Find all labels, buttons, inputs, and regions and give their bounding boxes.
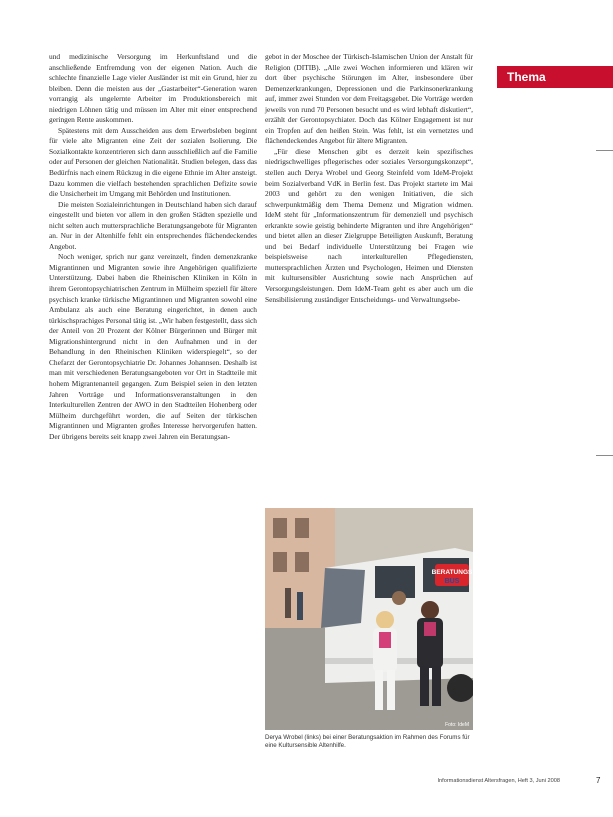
paragraph: Spätestens mit dem Ausscheiden aus dem Erwerbsleben beginnt für viele alte Migranten eine Zeit der sozialen Isolierung. Die Sozialkontakte konzentrieren sich dann ausschließlich auf die Familie oder auf Personen der gleichen Nationalität. Studien belegen, dass das Bedürfnis nach einem Rückzug in die eigene Ethnie im Alter ansteigt. Dazu kommen die vielfach bestehenden sprachlichen Defizite sowie die Unsicherheit im Umgang mit Behörden und Institutionen. (49, 125, 257, 199)
margin-rule (596, 455, 613, 456)
section-tab: Thema (497, 66, 613, 88)
journal-footer: Informationsdienst Altersfragen, Heft 3, Juni 2008 (437, 778, 560, 784)
photo-caption: Derya Wrobel (links) bei einer Beratungsaktion im Rahmen des Forums für eine Kultursensible Altenhilfe. (265, 734, 470, 749)
article-column-right (265, 52, 473, 502)
bus-sign-text: BERATUNGS (431, 569, 473, 576)
margin-rule (596, 150, 613, 151)
bus-sign-text: BUS (444, 578, 460, 585)
paragraph: „Für diese Menschen gibt es derzeit kein spezifisches niedrigschwelliges pflegerisches oder soziales Versorgungskonzept“, stellen auch Derya Wrobel und Georg Steinfeld vom IdeM-Projekt beim Sozialverband VdK in Berlin fest. Das Projekt startete im Mai 2003 und gehört zu den wenigen Initiativen, die sich schwerpunktmäßig dem Thema Demenz und Migration widmen. IdeM steht für „Informationszentrum für demenziell und psychisch erkrankte sowie geistig behinderte Migranten und ihre Angehörigen“ und bietet allen an dieser Zielgruppe Beteiligten Auskunft, Beratung und bei Bedarf individuelle Unterstützung bei Fragen wie beispielsweise nach interkulturellen Pflegediensten, muttersprachlichen Ärzten und Psychologen, Heimen und Diensten mit kultursensibler Ausrichtung sowie nach Ansprüchen auf Versorgungsleistungen. Dem IdeM-Team geht es aber auch um die Sensibilisierung zuständiger Entscheidungs- und Verwaltungsebe- (265, 146, 473, 304)
photo-credit: Foto: IdeM (445, 722, 469, 728)
paragraph: und medizinische Versorgung im Herkunftsland und die anschließende Entfremdung von der eigenen Nation. Auch die schlechte finanzielle Lage vieler Ausländer ist mit ein Grund, hier zu bleiben. Denn die meisten aus der „Gastarbeiter“-Generation waren vorrangig als ungelernte Arbeiter im Produktionsbereich mit niedrigen Löhnen tätig und müssen im Alter mit einer entsprechend geringen Rente auskommen. (49, 52, 257, 125)
article-column-left (49, 52, 257, 812)
paragraph: gebot in der Moschee der Türkisch-Islamischen Union der Anstalt für Religion (DITIB). „Alle zwei Wochen informieren und klären wir dort über psychische Störungen im Alter, insbesondere über Demenzerkrankungen, Depressionen und die Parkinsonerkrankung auf, immer zwei Stunden vor dem Freitagsgebet. Die Vorträge werden jeweils von rund 70 Personen besucht und es wird lebhaft diskutiert“, erzählt der Gerontopsychiater. Doch das Kölner Engagement ist nur ein Tropfen auf den heißen Stein. Was fehlt, ist ein vernetztes und flächendeckendes Angebot für ältere Migranten. (265, 52, 473, 146)
paragraph: Die meisten Sozialeinrichtungen in Deutschland haben sich darauf eingestellt und bieten vor allem in den großen Städten spezielle und nicht selten auch muttersprachliche Beratungsangebote für Migranten an. Nur in der Altenhilfe fehlt ein entsprechendes flächendeckendes Angebot. (49, 199, 257, 251)
article-photo (265, 508, 473, 730)
paragraph: Noch weniger, sprich nur ganz vereinzelt, finden demenzkranke Migrantinnen und Migranten sowie ihre Angehörigen qualifizierte Unterstützung. Dabei haben die Rheinischen Kliniken in Köln in ihrem Gerontopsychiatrischen Zentrum in Mülheim speziell für ältere psychisch kranke türkische Migrantinnen und Migranten sowohl eine Ambulanz als auch eine Beratung eingerichtet, in denen auch türkischsprachiges Personal tätig ist. „Wir haben festgestellt, dass sich der Anteil von 20 Prozent der Kölner Bürgerinnen und Bürger mit Migrationshintergrund nicht in den Aufnahmen und in der Behandlung in den Rheinischen Kliniken widerspiegelt“, so der Chefarzt der Gerontopsychiatrie Dr. Johannes Johannsen. Deshalb ist man mit verschiedenen Beratungsangeboten vor Ort in Stadtteile mit hohem Migrantenanteil gegangen. Zum Beispiel seien in den letzten Jahren Vorträge und Informationsveranstaltungen in den Interkulturellen Zentren der AWO in den Stadtteilen Hohenberg oder Mülheim durchgeführt worden, die auf Seiten der türkischen Migrantinnen und Migranten großes Interesse hervorgerufen hatten. Der übrigens bereits seit knapp zwei Jahren ein Beratungsan- (49, 252, 257, 441)
page-number: 7 (596, 776, 601, 785)
